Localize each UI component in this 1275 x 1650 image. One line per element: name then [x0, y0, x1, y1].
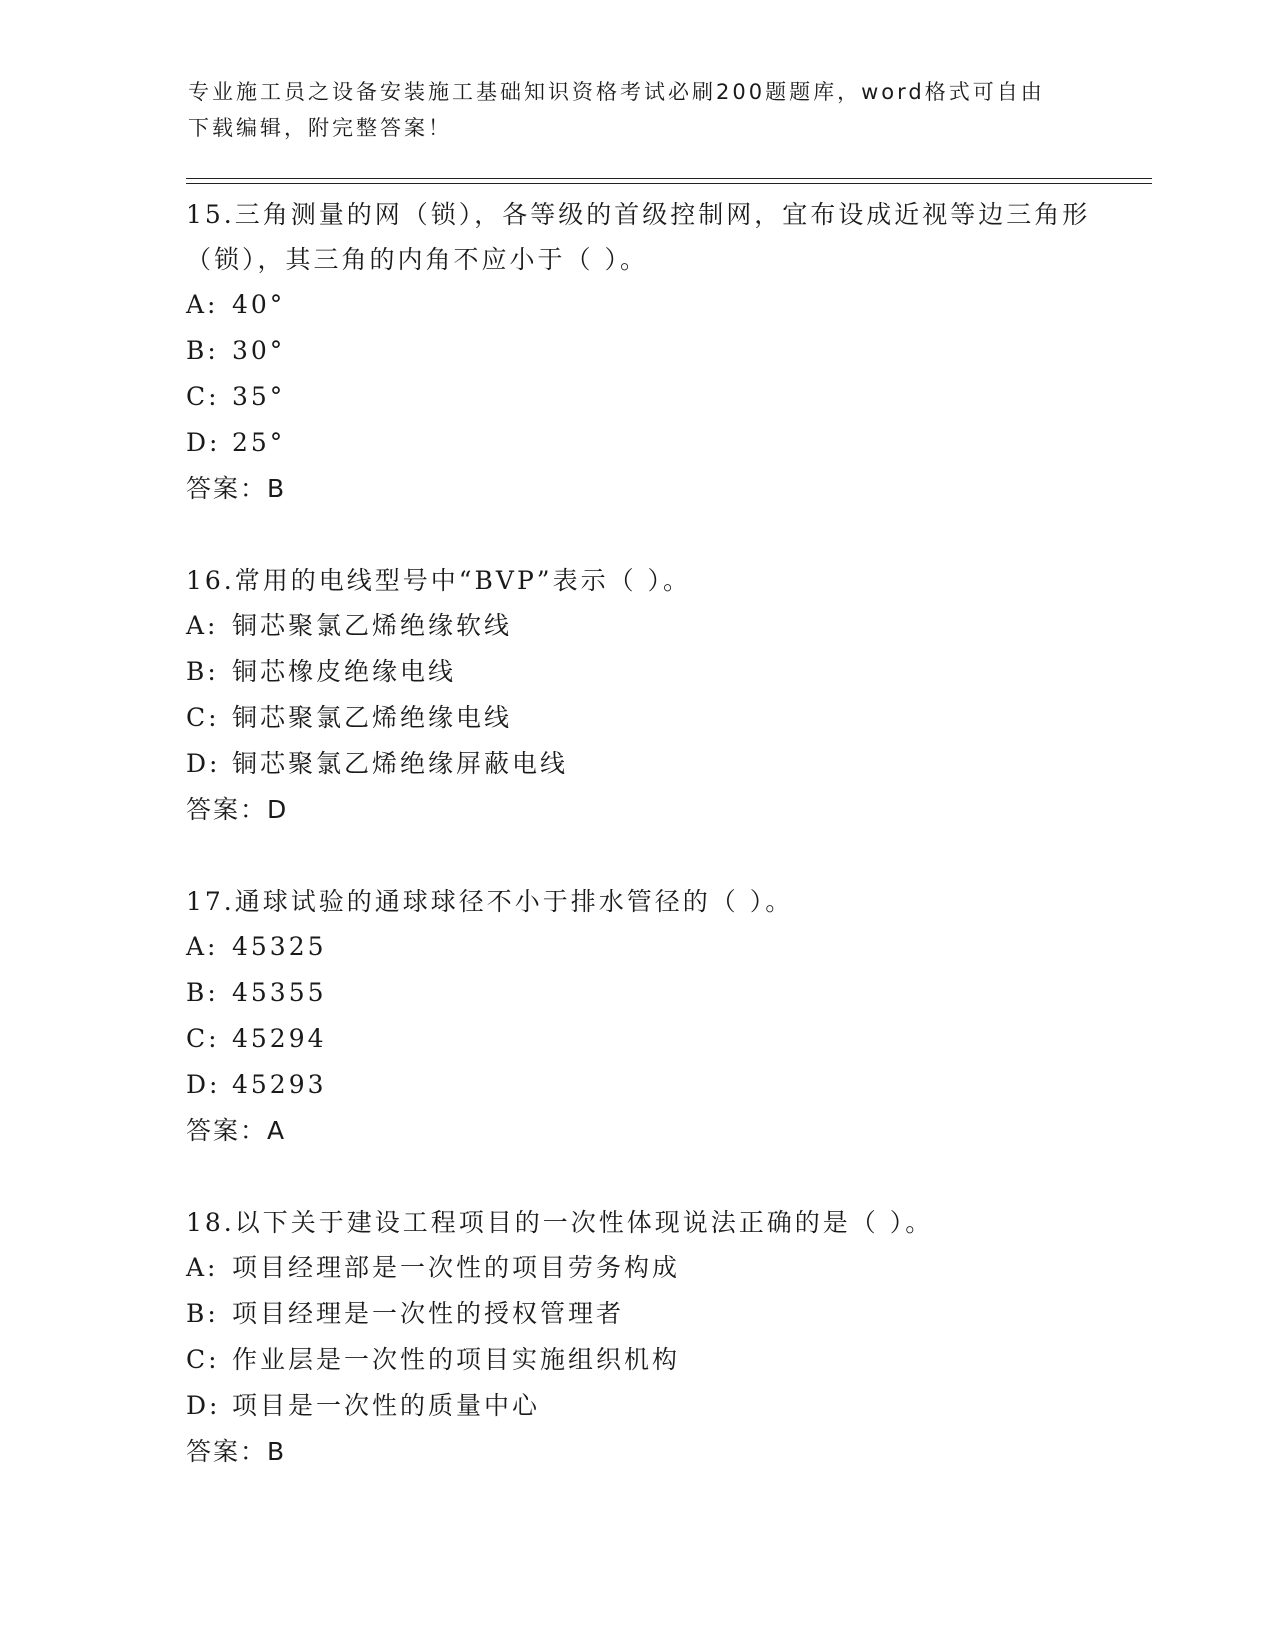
- document-header: [188, 74, 1088, 146]
- option-letter: B:: [186, 336, 219, 365]
- option-text: 铜芯聚氯乙烯绝缘软线: [232, 611, 513, 640]
- option-a: [186, 924, 1146, 970]
- option-text: 45294: [232, 1024, 327, 1053]
- option-text: 45325: [232, 932, 327, 961]
- option-text: 40°: [232, 290, 286, 319]
- option-d: [186, 1062, 1146, 1108]
- question-list: [186, 192, 1146, 1521]
- option-letter: A:: [186, 932, 219, 961]
- header-intro-line-1: 专业施工员之设备安装施工基础知识资格考试必刷200题题库，word格式可自由: [188, 80, 1045, 104]
- option-text: 作业层是一次性的项目实施组织机构: [232, 1345, 681, 1374]
- option-letter: A:: [186, 290, 219, 319]
- header-divider-bottom: [186, 183, 1152, 184]
- option-text: 铜芯聚氯乙烯绝缘电线: [232, 703, 513, 732]
- option-letter: C:: [186, 382, 220, 411]
- question-stem: 18.以下关于建设工程项目的一次性体现说法正确的是（ ）。: [186, 1208, 934, 1237]
- question-16: [186, 558, 1146, 833]
- option-b: [186, 1291, 1146, 1337]
- option-text: 项目是一次性的质量中心: [232, 1391, 541, 1420]
- answer-label: 答案：B: [186, 1437, 287, 1466]
- option-text: 30°: [232, 336, 286, 365]
- option-text: 45355: [232, 978, 327, 1007]
- option-a: [186, 282, 1146, 328]
- option-text: 铜芯橡皮绝缘电线: [232, 657, 457, 686]
- option-letter: D:: [186, 1070, 221, 1099]
- option-letter: B:: [186, 1299, 219, 1328]
- option-letter: A:: [186, 611, 219, 640]
- option-c: [186, 1337, 1146, 1383]
- question-18: [186, 1200, 1146, 1475]
- option-b: [186, 970, 1146, 1016]
- header-intro-line-2: 下载编辑，附完整答案！: [188, 116, 452, 140]
- option-b: [186, 328, 1146, 374]
- option-d: [186, 1383, 1146, 1429]
- option-text: 45293: [232, 1070, 327, 1099]
- option-a: [186, 603, 1146, 649]
- option-letter: A:: [186, 1253, 219, 1282]
- option-c: [186, 695, 1146, 741]
- option-letter: C:: [186, 1024, 220, 1053]
- answer-label: 答案：D: [186, 795, 289, 824]
- question-stem: 17.通球试验的通球球径不小于排水管径的（ ）。: [186, 887, 794, 916]
- option-text: 铜芯聚氯乙烯绝缘屏蔽电线: [232, 749, 569, 778]
- option-b: [186, 649, 1146, 695]
- option-text: 35°: [232, 382, 286, 411]
- option-d: [186, 741, 1146, 787]
- option-letter: B:: [186, 978, 219, 1007]
- option-c: [186, 374, 1146, 420]
- option-letter: D:: [186, 428, 221, 457]
- question-stem: 15.三角测量的网（锁），各等级的首级控制网，宜布设成近视等边三角形（锁），其三角的内角不应小于（ ）。: [186, 200, 1091, 274]
- option-text: 项目经理部是一次性的项目劳务构成: [232, 1253, 681, 1282]
- header-divider-top: [186, 178, 1152, 179]
- option-letter: C:: [186, 1345, 220, 1374]
- question-15: [186, 192, 1146, 512]
- option-c: [186, 1016, 1146, 1062]
- option-d: [186, 420, 1146, 466]
- question-stem: 16.常用的电线型号中“BVP”表示（ ）。: [186, 566, 692, 595]
- option-letter: D:: [186, 1391, 221, 1420]
- answer-label: 答案：A: [186, 1116, 287, 1145]
- option-text: 项目经理是一次性的授权管理者: [232, 1299, 625, 1328]
- option-letter: D:: [186, 749, 221, 778]
- option-text: 25°: [232, 428, 286, 457]
- answer-label: 答案：B: [186, 474, 287, 503]
- option-a: [186, 1245, 1146, 1291]
- question-17: [186, 879, 1146, 1154]
- option-letter: B:: [186, 657, 219, 686]
- option-letter: C:: [186, 703, 220, 732]
